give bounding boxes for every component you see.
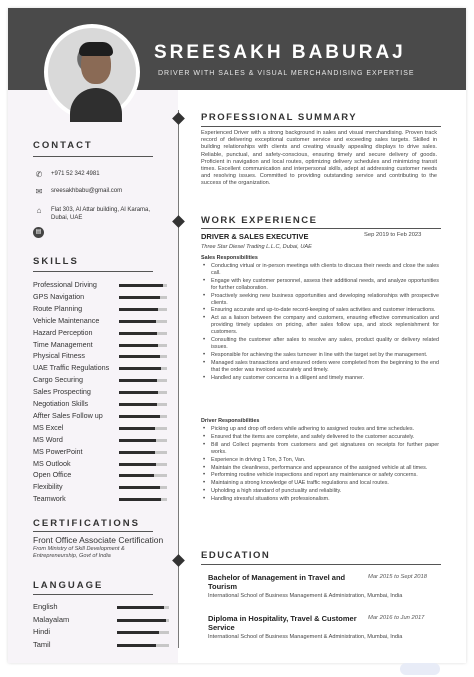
address-line-1: Flat 303, Al Attar building, Al Karama, [51,207,151,213]
responsibility-item: • Act as a liaison between the company and customers, ensuring effective communication and providing timely updates on pricing, after sales follow ups, and stock replenishment for customers. [201,315,439,336]
skill-bar [119,379,167,382]
skill-bar [119,391,167,394]
skill-label: MS Outlook [33,458,71,468]
skill-bar [119,498,167,501]
skill-bar-fill [119,403,157,406]
language-heading: LANGUAGE [33,580,104,591]
skill-item [33,399,173,410]
skill-bar-fill [119,474,154,477]
address-text [51,206,150,222]
responsibility-item: • Maintain the cleanliness, performance and appearance of the assigned vehicle at all times. [201,465,439,472]
skill-bar [119,451,167,454]
skill-item [33,435,173,446]
experience-rule [201,228,441,229]
phone-text: +971 52 342 4981 [51,171,100,177]
job-dates: Sep 2019 to Feb 2023 [364,232,422,238]
resume-page [8,8,466,663]
skill-item [33,328,173,339]
skill-label: Open Office [33,470,72,480]
skill-bar-fill [119,308,158,311]
contact-document [33,227,50,238]
language-bar [117,606,169,609]
skill-label: Sales Prospecting [33,387,91,397]
skill-label: UAE Traffic Regulations [33,363,110,373]
skill-bar-fill [119,439,156,442]
responsibility-item: • Conducting virtual or in-person meetings with clients to discuss their needs and close the sales call. [201,263,439,277]
email-text: sreesakhbabu@gmail.com [51,188,123,194]
skill-label: Time Management [33,339,93,349]
skill-item [33,459,173,470]
profile-photo [44,24,140,120]
responsibility-item: • Proactively seeking new business opportunities and developing relationships with prospective clients. [201,293,439,307]
language-bar [117,644,169,647]
skill-bar-fill [119,391,158,394]
responsibility-item: • Managed sales transactions and ensured orders were completed from the beginning to the end that the order was invoiced accurately and timely. [201,360,439,374]
skill-item [33,447,173,458]
skill-label: Cargo Securing [33,375,83,385]
skill-bar [119,308,167,311]
skill-item [33,304,173,315]
skill-bar-fill [119,498,161,501]
candidate-tagline: DRIVER WITH SALES & VISUAL MERCHANDISING EXPERTISE [158,70,415,77]
responsibility-item: • Bill and Collect payments from customers and get signatures on receipts for further paper works. [201,442,439,456]
sales-responsibilities-heading: Sales Responsibilities [201,255,258,261]
skill-item [33,482,173,493]
responsibility-item: • Consulting the customer after sales to resolve any sales, product quality or delivery related issues. [201,337,439,351]
skill-bar [119,284,167,287]
skill-bar [119,439,167,442]
skill-label: GPS Navigation [33,291,85,301]
responsibility-item: • Upholding a high standard of punctuality and reliability. [201,488,439,495]
skill-item [33,470,173,481]
skill-bar [119,332,167,335]
skill-item [33,316,173,327]
skill-item [33,363,173,374]
skill-bar [119,427,167,430]
certifications-rule [33,531,153,532]
location-icon: ⌂ [36,206,42,215]
education-dates-2: Mar 2016 to Jun 2017 [368,615,425,621]
skill-item [33,340,173,351]
email-icon: ✉ [35,187,43,196]
skill-label: Professional Driving [33,280,97,289]
skill-bar-fill [119,427,155,430]
photo-hair [79,42,113,56]
skill-label: MS Excel [33,422,64,432]
skill-label: MS PowerPoint [33,446,83,456]
summary-rule [201,126,441,127]
skill-bar-fill [119,379,157,382]
skill-label: Flexibility [33,482,63,492]
certification-issuer: From Ministry of Skill Development & Entrepreneurship, Govt of India [33,546,125,559]
education-rule [201,564,441,565]
responsibility-item: • Responsible for achieving the sales turnover in line with the target set by the management. [201,352,439,359]
contact-phone[interactable] [33,170,100,180]
responsibility-item: • Performing routine vehicle inspections and report any maintenance or safety concerns. [201,472,439,479]
job-company: Three Star Diesel Trading L.L.C, Dubai, UAE [201,244,312,250]
responsibility-item: • Ensured that the items are complete, and safely delivered to the customer accurately. [201,434,439,441]
skill-label: Vehicle Maintenance [33,315,100,325]
language-bar [117,631,169,634]
photo-shirt [70,88,122,122]
skill-bar [119,296,167,299]
responsibility-item: • Maintaining a strong knowledge of UAE traffic regulations and local routes. [201,480,439,487]
language-label: English [33,602,58,611]
responsibility-item: • Ensuring accurate and up-to-date record-keeping of sales activities and customer interactions. [201,307,439,314]
language-label: Hindi [33,627,51,636]
skill-bar [119,403,167,406]
skill-label: MS Word [33,434,63,444]
skill-bar-fill [119,486,160,489]
summary-text: Experienced Driver with a strong background in sales and visual merchandising. Proven track record of delivering exceptional customer service and exceeding sales targets. Skilled in building relationships with clients and creating visually appealing displays to drive sales. Reliable, punctual, and safety-conscious, ensuring timely and secure delivery of goods. Proficient in navigation and local routes, optimizing delivery schedules and minimizing transit times. Excellent communication and interpersonal skills, adept at addressing customer needs and resolving issues. Committed to providing outstanding service and contributing to the success of the organization. [201,130,437,187]
skill-bar-fill [119,451,155,454]
education-dates-1: Mar 2015 to Sept 2018 [368,574,427,580]
address-line-2: Dubai, UAE [51,215,83,221]
skill-label: Route Planning [33,303,83,313]
vertical-divider [178,110,179,648]
skills-rule [33,271,153,272]
responsibility-item: • Handled any customer concerns in a diligent and timely manner. [201,375,439,382]
language-rule [33,594,153,595]
skill-item [33,292,173,303]
responsibility-item: • Handling stressful situations with professionalism. [201,496,439,503]
contact-rule [33,156,153,157]
language-label: Tamil [33,639,51,649]
skill-item [33,387,173,398]
skill-label: Hazard Perception [33,327,93,337]
skill-bar [119,474,167,477]
education-degree-2: Diploma in Hospitality, Travel & Customer Service [208,614,357,632]
skill-bar [119,415,167,418]
language-bar-fill [117,631,159,634]
skill-label: Affter Sales Follow up [33,410,103,420]
contact-address [33,206,150,222]
skill-bar [119,355,167,358]
job-title: DRIVER & SALES EXECUTIVE [201,232,309,241]
driver-responsibilities-heading: Driver Responsibilities [201,418,260,424]
skill-item [33,423,173,434]
education-degree-1: Bachelor of Management in Travel and Tourism [208,573,346,591]
skill-bar-fill [119,320,156,323]
skill-bar-fill [119,355,160,358]
contact-heading: CONTACT [33,140,93,151]
responsibility-item: • Engage with key customer personnel, assess their additional needs, and analyze opportunities for further collaboration. [201,278,439,292]
skill-label: Physical Fitness [33,351,85,361]
skill-bar [119,320,167,323]
skill-bar-fill [119,344,158,347]
language-item [33,640,173,652]
skill-bar [119,367,167,370]
skill-bar [119,344,167,347]
responsibility-item: • Picking up and drop off orders while adhering to assigned routes and time schedules. [201,426,439,433]
skill-item [33,351,173,362]
experience-heading: WORK EXPERIENCE [201,215,318,226]
candidate-name: SREESAKH BABURAJ [154,42,406,63]
skill-bar [119,486,167,489]
education-school-1: International School of Business Management & Administration, Mumbai, India [208,593,403,599]
certifications-heading: CERTIFICATIONS [33,518,140,529]
certification-name: Front Office Associate Certification [33,535,164,545]
skill-bar [119,463,167,466]
language-bar-fill [117,606,164,609]
background-decoration [400,663,440,675]
responsibility-item: • Experience in driving 1 Ton, 3 Ton, Van. [201,457,439,464]
skill-bar-fill [119,415,160,418]
skill-label: Teamwork [33,494,66,504]
skill-bar-fill [119,296,160,299]
language-item [33,615,173,627]
language-bar-fill [117,619,166,622]
skills-heading: SKILLS [33,256,79,267]
language-bar [117,619,169,622]
language-label: Malayalam [33,614,70,624]
skill-item [33,375,173,386]
language-item [33,602,173,614]
contact-email[interactable] [33,187,122,197]
document-icon: ▤ [33,227,44,238]
summary-heading: PROFESSIONAL SUMMARY [201,112,358,123]
skill-bar-fill [119,463,156,466]
sales-responsibilities-list [201,263,439,383]
education-heading: EDUCATION [201,550,271,561]
skill-item [33,280,173,291]
skill-label: Negotiation Skills [33,399,89,408]
driver-responsibilities-list [201,426,439,504]
education-school-2: International School of Business Management & Administration, Mumbai, India [208,634,403,640]
phone-icon: ✆ [35,170,43,179]
skill-bar-fill [119,367,161,370]
skill-item [33,411,173,422]
language-item [33,627,173,639]
skill-item [33,494,173,505]
skill-bar-fill [119,332,157,335]
language-bar-fill [117,644,156,647]
skill-bar-fill [119,284,163,287]
